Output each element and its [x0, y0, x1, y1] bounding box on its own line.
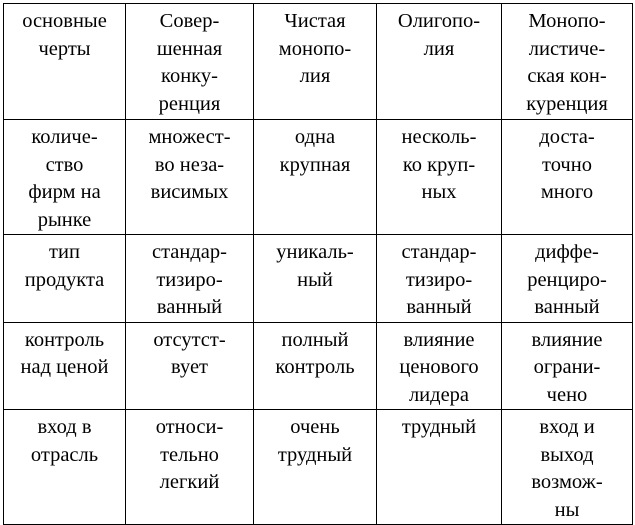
cell-text-line: Совер-	[159, 10, 220, 32]
table-cell	[254, 322, 377, 410]
header-cell	[502, 4, 633, 120]
cell-text-line: ны	[554, 498, 580, 521]
header-cell	[4, 4, 126, 120]
row-label-cell	[4, 120, 126, 235]
cell-text-line: вход и	[539, 416, 595, 438]
cell-text-line: над ценой	[20, 356, 109, 378]
cell-text-line: ко круп-	[402, 153, 476, 176]
cell-text-line: диффе-	[535, 241, 599, 263]
table-cell	[126, 322, 254, 410]
cell-text-line: тельно	[160, 443, 219, 466]
cell-text-line: монопо-	[278, 37, 352, 60]
table-body	[4, 4, 633, 525]
cell-text-line: влияние	[531, 328, 603, 351]
cell-text-line: влияние	[403, 328, 475, 351]
cell-text-line: ренциро-	[527, 268, 607, 291]
header-cell	[126, 4, 254, 120]
cell-text-line: трудный	[401, 416, 477, 438]
cell-text-line: ценового	[399, 356, 479, 378]
cell-text-line: Олигопо-	[397, 10, 481, 32]
table-cell	[377, 410, 502, 525]
cell-text-line: конку-	[161, 65, 218, 87]
cell-text-line: полный	[281, 328, 349, 351]
table-cell	[502, 120, 633, 235]
table-cell	[126, 235, 254, 323]
cell-text-line: множест-	[148, 126, 231, 148]
table-cell	[502, 410, 633, 525]
cell-text-line: ных	[421, 181, 457, 203]
cell-text-line: точно	[542, 153, 592, 176]
cell-text-line: продукта	[24, 268, 105, 291]
header-cell	[377, 4, 502, 120]
cell-text-line: ванный	[534, 296, 600, 318]
cell-text-line: Монопо-	[528, 10, 606, 32]
cell-text-line: легкий	[159, 471, 220, 493]
cell-text-line: черты	[38, 37, 91, 60]
cell-text-line: рынке	[37, 208, 92, 231]
cell-text-line: крупная	[279, 153, 351, 176]
table-cell	[377, 120, 502, 235]
cell-text-line: ванный	[156, 296, 223, 318]
cell-text-line: тип	[49, 241, 80, 263]
cell-text-line: количе-	[31, 126, 98, 148]
market-structures-table	[3, 3, 633, 525]
table-cell	[502, 322, 633, 410]
cell-text-line: во неза-	[154, 153, 225, 176]
row-label-cell	[4, 322, 126, 410]
table-row	[4, 322, 633, 410]
cell-text-line: контроль	[24, 328, 105, 351]
cell-text-line: основные	[22, 10, 107, 32]
cell-text-line: чено	[546, 383, 588, 406]
cell-text-line: фирм на	[28, 181, 101, 203]
cell-text-line: ограни-	[533, 356, 601, 378]
cell-text-line: относи-	[155, 416, 224, 438]
table-cell	[126, 410, 254, 525]
cell-text-line: трудный	[277, 443, 353, 466]
cell-text-line: вход в	[37, 416, 92, 438]
cell-text-line: стандар-	[401, 241, 477, 263]
cell-text-line: Чистая	[284, 10, 346, 32]
cell-text-line: отсутст-	[153, 328, 226, 351]
cell-text-line: доста-	[539, 126, 595, 148]
table-cell	[254, 410, 377, 525]
cell-text-line: куренция	[526, 92, 608, 115]
cell-text-line: ская кон-	[527, 65, 607, 87]
table-row	[4, 410, 633, 525]
table-cell	[254, 235, 377, 323]
cell-text-line: очень	[290, 416, 340, 438]
cell-text-line: тизиро-	[405, 268, 473, 291]
table-cell	[377, 235, 502, 323]
cell-text-line: ство	[45, 153, 84, 176]
cell-text-line: шенная	[156, 37, 223, 60]
cell-text-line: уникаль-	[276, 241, 354, 263]
cell-text-line: ный	[297, 268, 333, 291]
cell-text-line: висимых	[150, 181, 229, 203]
cell-text-line: выход	[540, 443, 594, 466]
header-cell	[254, 4, 377, 120]
cell-text-line: много	[540, 181, 594, 203]
table-row	[4, 235, 633, 323]
cell-text-line: возмож-	[531, 471, 603, 493]
cell-text-line: лидера	[408, 383, 470, 406]
cell-text-line: одна	[294, 126, 336, 148]
cell-text-line: несколь-	[401, 126, 477, 148]
table-row	[4, 120, 633, 235]
cell-text-line: ренция	[158, 92, 221, 115]
table-cell	[126, 120, 254, 235]
cell-text-line: лия	[299, 65, 331, 87]
table-cell	[377, 322, 502, 410]
cell-text-line: лия	[423, 37, 455, 60]
row-label-cell	[4, 235, 126, 323]
table-cell	[502, 235, 633, 323]
cell-text-line: ванный	[406, 296, 472, 318]
cell-text-line: тизиро-	[156, 268, 223, 291]
table-cell	[254, 120, 377, 235]
cell-text-line: листиче-	[528, 37, 606, 60]
cell-text-line: отрасль	[30, 443, 99, 466]
header-row	[4, 4, 633, 120]
row-label-cell	[4, 410, 126, 525]
cell-text-line: контроль	[275, 356, 355, 378]
cell-text-line: стандар-	[152, 241, 227, 263]
cell-text-line: вует	[170, 356, 209, 378]
